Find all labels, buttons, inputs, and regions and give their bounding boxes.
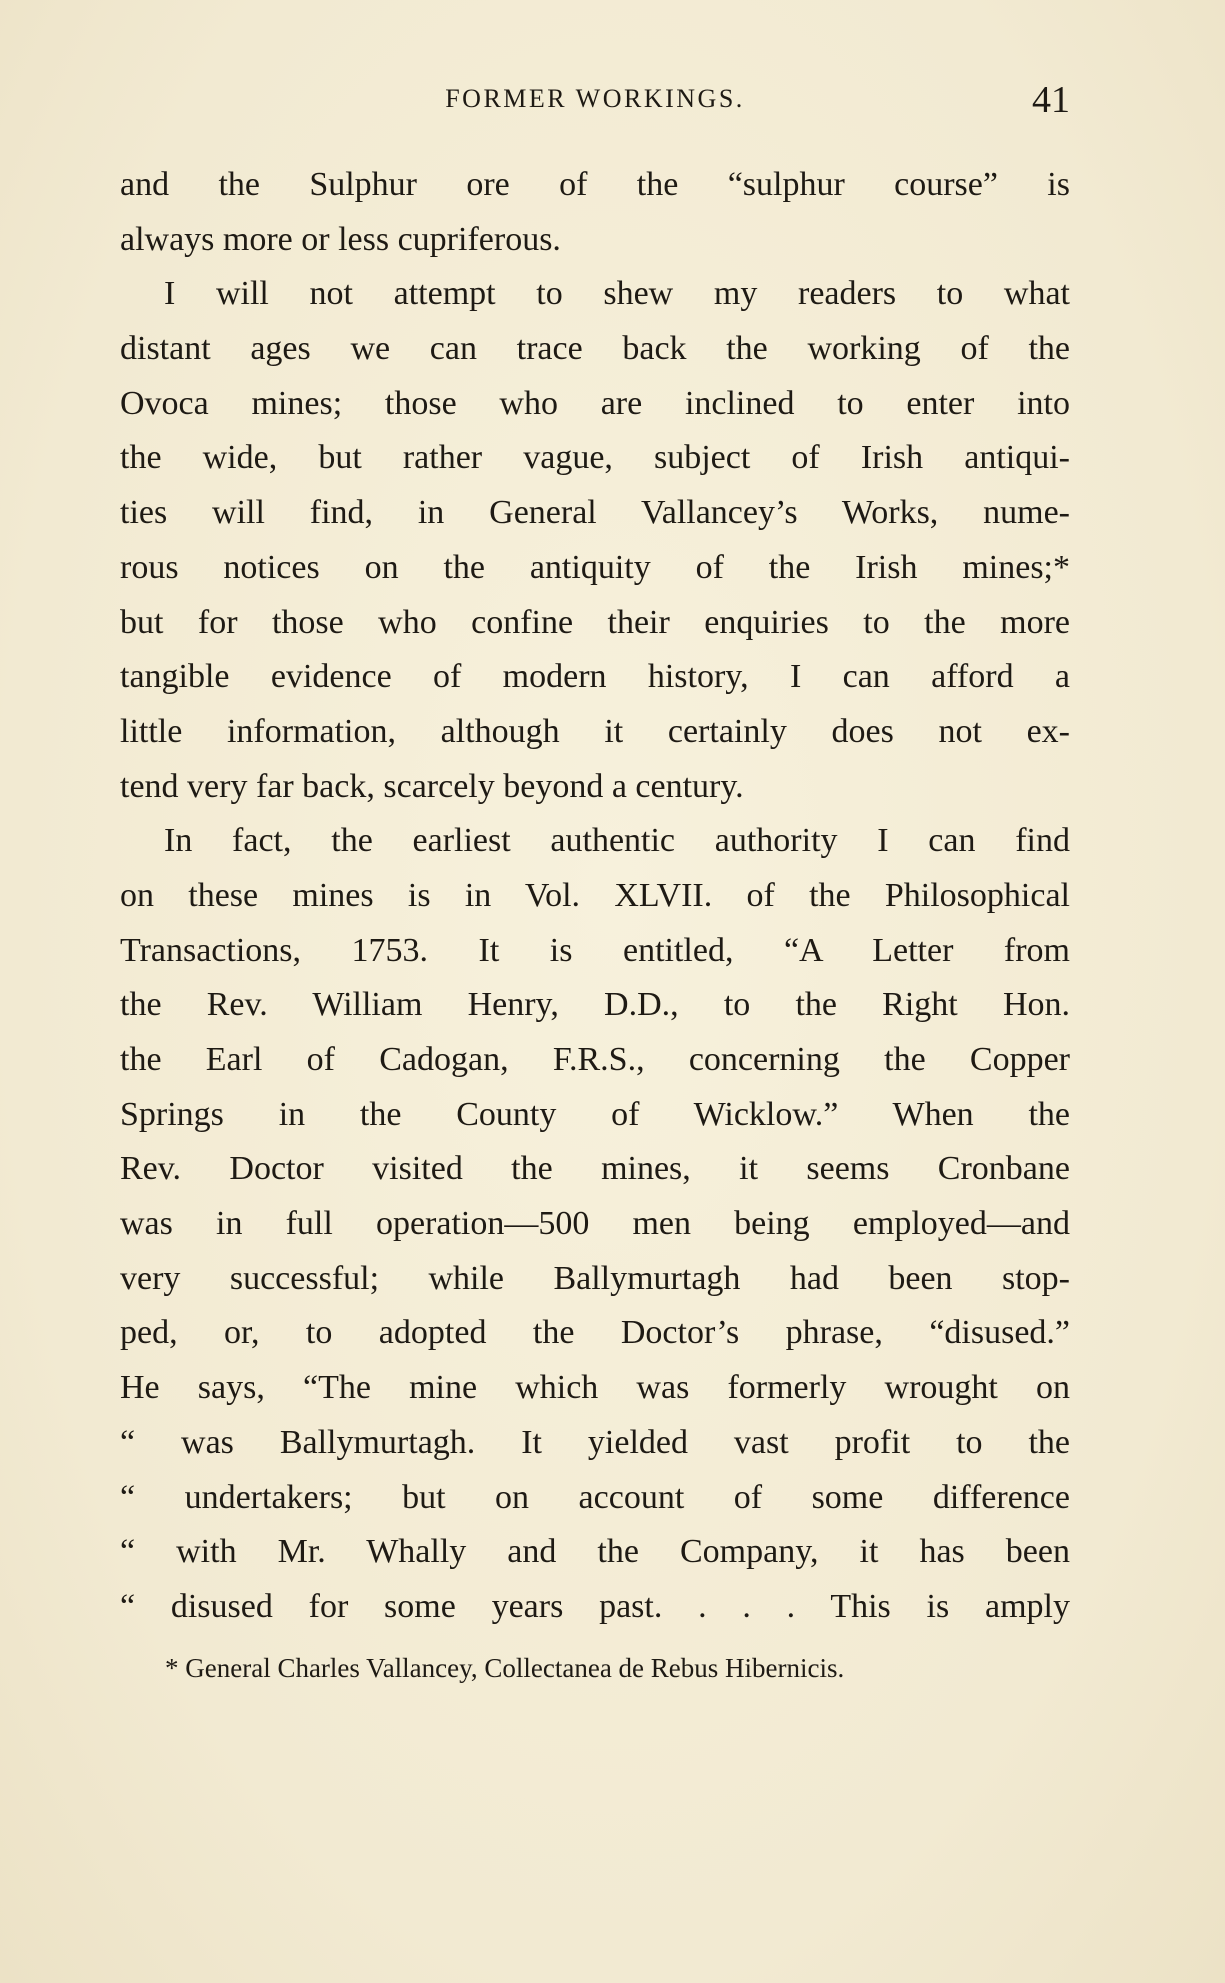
- page-header: [120, 78, 1070, 128]
- text-line: Transactions, 1753. It is entitled, “A Letter from: [120, 931, 1070, 969]
- body-text: [120, 158, 1070, 1635]
- page-number: 41: [1032, 79, 1070, 121]
- text-line: little information, although it certainly does not ex-: [120, 712, 1070, 750]
- text-line: In fact, the earliest authentic authority I can find: [164, 822, 1070, 860]
- text-line: tangible evidence of modern history, I can afford a: [120, 658, 1070, 696]
- text-line: He says, “The mine which was formerly wrought on: [120, 1369, 1070, 1407]
- text-line: on these mines is in Vol. XLVII. of the Philosophical: [120, 876, 1070, 914]
- text-line: Rev. Doctor visited the mines, it seems Cronbane: [120, 1150, 1070, 1188]
- text-line: tend very far back, scarcely beyond a century.: [120, 767, 744, 805]
- text-line: the Rev. William Henry, D.D., to the Right Hon.: [120, 986, 1070, 1024]
- text-line: but for those who confine their enquiries to the more: [120, 603, 1070, 641]
- text-line: I will not attempt to shew my readers to what: [164, 275, 1070, 313]
- text-line: “ was Ballymurtagh. It yielded vast profit to the: [120, 1423, 1070, 1461]
- text-line: ped, or, to adopted the Doctor’s phrase, “disused.”: [120, 1314, 1070, 1352]
- running-title: FORMER WORKINGS.: [445, 84, 745, 113]
- text-line: “ disused for some years past. . . . This is amply: [120, 1587, 1070, 1625]
- text-line: rous notices on the antiquity of the Irish mines;*: [120, 548, 1070, 586]
- text-line: Ovoca mines; those who are inclined to enter into: [120, 384, 1070, 422]
- text-line: the wide, but rather vague, subject of Irish antiqui-: [120, 439, 1070, 477]
- text-line: and the Sulphur ore of the “sulphur course” is: [120, 166, 1070, 203]
- text-line: distant ages we can trace back the working of the: [120, 330, 1070, 368]
- footnote: * General Charles Vallancey, Collectanea de Rebus Hibernicis.: [165, 1653, 845, 1683]
- text-line: “ with Mr. Whally and the Company, it has been: [120, 1533, 1070, 1571]
- text-line: the Earl of Cadogan, F.R.S., concerning the Copper: [120, 1041, 1070, 1078]
- text-line: ties will find, in General Vallancey’s Works, nume-: [120, 494, 1070, 532]
- text-line: “ undertakers; but on account of some difference: [120, 1478, 1070, 1516]
- text-line: was in full operation—500 men being employed—and: [120, 1205, 1070, 1243]
- text-line: always more or less cupriferous.: [120, 220, 561, 258]
- text-line: Springs in the County of Wicklow.” When the: [120, 1095, 1070, 1133]
- text-line: very successful; while Ballymurtagh had been stop-: [120, 1259, 1070, 1297]
